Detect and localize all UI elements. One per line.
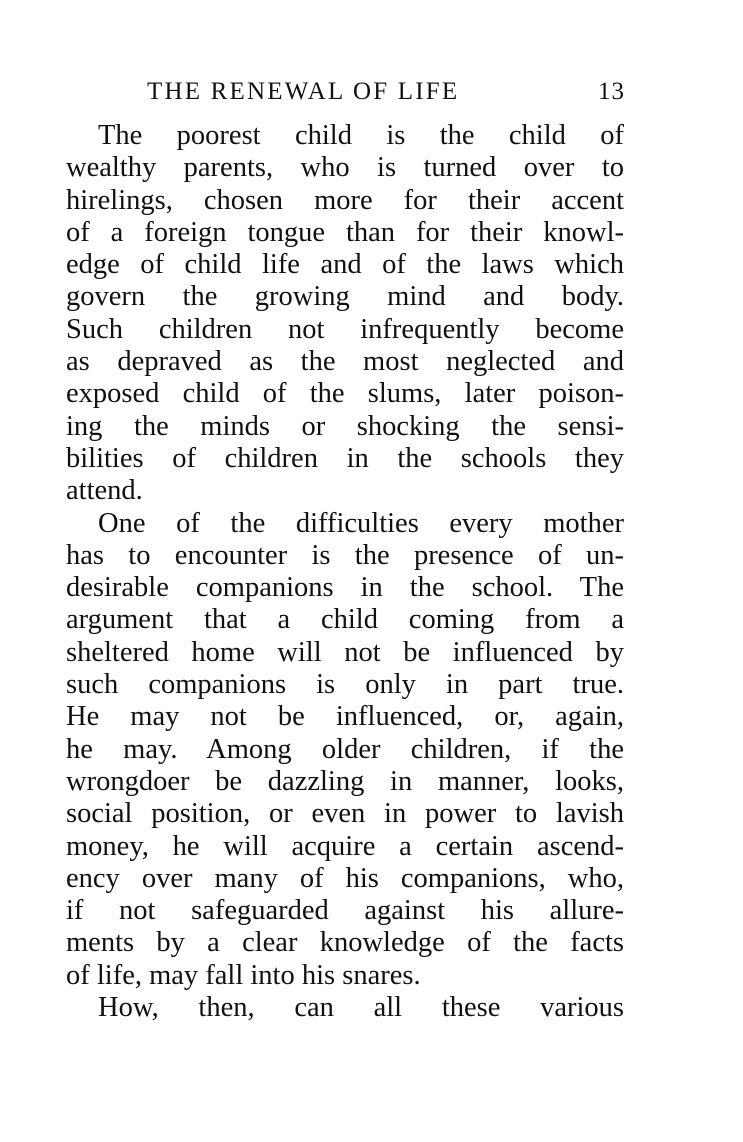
text-line: govern the growing mind and body. <box>66 281 624 313</box>
text-line: argument that a child coming from a <box>66 604 624 636</box>
text-line: exposed child of the slums, later poison- <box>66 378 624 410</box>
text-line: of a foreign tongue than for their knowl- <box>66 216 624 248</box>
paragraph-2 <box>66 508 624 992</box>
text-line: ments by a clear knowledge of the facts <box>66 927 624 959</box>
text-line: has to encounter is the presence of un- <box>66 539 624 571</box>
running-head <box>147 72 625 112</box>
text-line: ency over many of his companions, who, <box>66 862 624 894</box>
page-number: 13 <box>598 78 625 105</box>
text-line: wealthy parents, who is turned over to <box>66 152 624 184</box>
text-line: ing the minds or shocking the sensi- <box>66 410 624 442</box>
running-title: THE RENEWAL OF LIFE <box>147 78 460 105</box>
text-line: money, he will acquire a certain ascend- <box>66 830 624 862</box>
text-line: He may not be influenced, or, again, <box>66 701 624 733</box>
text-line: bilities of children in the schools they <box>66 442 624 474</box>
text-line: desirable companions in the school. The <box>66 572 624 604</box>
text-line: edge of child life and of the laws which <box>66 249 624 281</box>
text-line: One of the difficulties every mother <box>98 507 624 539</box>
body-text <box>66 120 624 1024</box>
text-line: such companions is only in part true. <box>66 669 624 701</box>
text-line: How, then, can all these various <box>98 992 624 1024</box>
text-line: he may. Among older children, if the <box>66 733 624 765</box>
text-line: of life, may fall into his snares. <box>66 959 421 991</box>
text-line: if not safeguarded against his allure- <box>66 895 624 927</box>
paragraph-3 <box>66 992 624 1024</box>
paragraph-1 <box>66 120 624 508</box>
text-line: attend. <box>66 475 143 507</box>
text-line: Such children not infrequently become <box>66 313 624 345</box>
text-line: hirelings, chosen more for their accent <box>66 184 624 216</box>
text-line: sheltered home will not be influenced by <box>66 636 624 668</box>
text-line: as depraved as the most neglected and <box>66 346 624 378</box>
text-line: social position, or even in power to lavish <box>66 798 624 830</box>
text-line: The poorest child is the child of <box>98 120 624 151</box>
text-line: wrongdoer be dazzling in manner, looks, <box>66 765 624 797</box>
